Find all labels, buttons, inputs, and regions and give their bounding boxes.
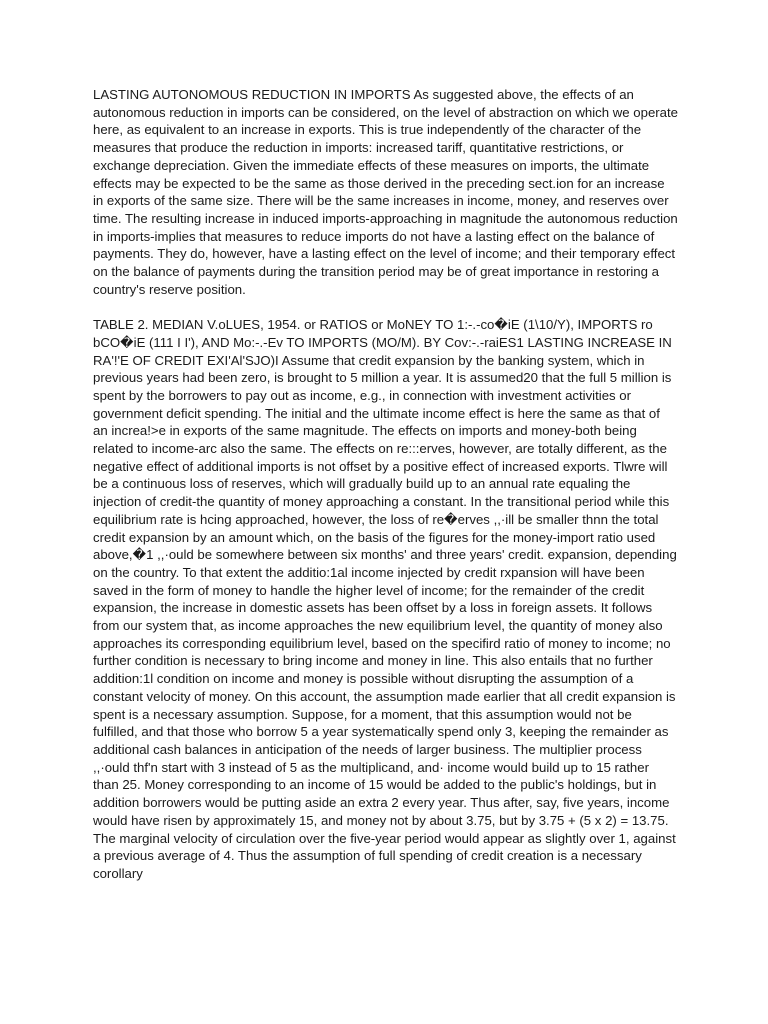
- paragraph-lasting-autonomous-reduction: LASTING AUTONOMOUS REDUCTION IN IMPORTS As suggested above, the effects of an autonomous reduction in imports can be considered, on the level of abstraction on which we operate here, as equivalent to an increase in exports. This is true independently of the character of the measures that produce the reduction in imports: increased tariff, quantitative restrictions, or exchange depreciation. Given the immediate effects of these measures on imports, the ultimate effects may be expected to be the same as those derived in the preceding sect.ion for an increase in exports of the same size. There will be the same increases in income, money, and reserves over time. The resulting increase in induced imports-approaching in magnitude the autonomous reduction in imports-implies that measures to reduce imports do not have a lasting effect on the balance of payments. They do, however, have a lasting effect on the level of income; and their temporary effect on the balance of payments during the transition period may be of great importance in restoring a country's reserve position.: [93, 87, 678, 297]
- paragraph-table-2-credit-expansion: TABLE 2. MEDIAN V.oLUES, 1954. or RATIOS or MoNEY TO 1:-.-co�iE (1\10/Y), IMPORTS ro bCO�iE (111 I I'), AND Mo:-.-Ev TO IMPORTS (MO/M). BY Cov:-.-raiES1 LASTING INCREASE IN RA'!'E OF CREDIT EXI'Al'SJO)I Assume that credit expansion by the banking system, which in previous years had been zero, is brought to 5 million a year. It is assumed20 that the full 5 million is spent by the borrowers to pay out as income, e.g., in connection with investment activities or government deficit spending. The initial and the ultimate income effect is here the same as that of an increa!>e in exports of the same magnitude. The effects on imports and money-both being related to income-arc also the same. The effects on re:::erves, however, are totally different, as the negative effect of additional imports is not offset by a positive effect of increased exports. Tlwre will be a continuous loss of reserves, which will gradually build up to an annual rate equaling the injection of credit-the quantity of money approaching a constant. In the transitional period while this equilibrium rate is hcing approached, however, the loss of re�erves ,,·ill be smaller thnn the total credit expansion by an amount which, on the basis of the figures for the money-import ratio used above,�1 ,,·ould be somewhere between six months' and three years' credit. expansion, depending on the country. To that extent the additio:1al income injected by credit rxpansion will have been saved in the form of money to handle the higher level of income; for the remainder of the credit expansion, the increase in domestic assets has been offset by a loss in foreign assets. It follows from our system that, as income approaches the new equilibrium level, the quantity of money also approaches its corresponding equilibrium level, based on the specifird ratio of money to income; no further condition is necessary to bring income and money in line. This also entails that no further addition:1l condition on income and money is possible without disrupting the assumption of a constant velocity of money. On this account, the assumption made earlier that all credit expansion is spent is a necessary assumption. Suppose, for a moment, that this assumption would not be fulfilled, and that those who borrow 5 a year systematically spend only 3, keeping the remainder as additional cash balances in anticipation of the needs of larger business. The multiplier process ,,·ould thf'n start with 3 instead of 5 as the multiplicand, and· income would build up to 15 rather than 25. Money corresponding to an income of 15 would be added to the public's holdings, but in addition borrowers would be putting aside an extra 2 every year. Thus after, say, five years, income would have risen by approximately 15, and money not by about 3.75, but by 3.75 + (5 x 2) = 13.75. The marginal velocity of circulation over the five-year period would appear as slightly over 1, against a previous average of 4. Thus the assumption of full spending of credit creation is a necessary corollary: [93, 317, 677, 881]
- document-page: [93, 86, 678, 883]
